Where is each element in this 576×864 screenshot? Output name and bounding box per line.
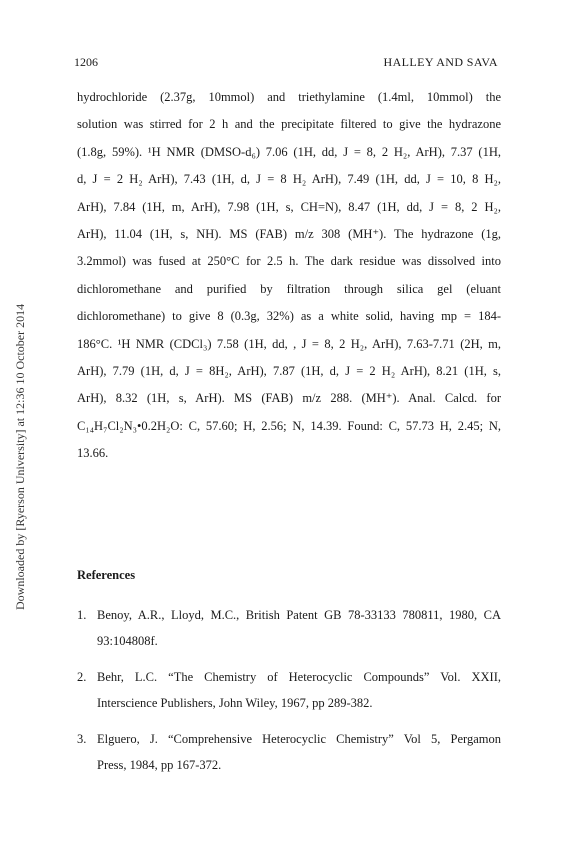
body-line: 186°C. ¹H NMR (CDCl₃) 7.58 (1H, dd, , J = 8, 2 H₂, ArH), 7.63-7.71 (2H, m,: [77, 336, 501, 351]
reference-number: 2.: [77, 670, 87, 684]
body-line: dichloromethane and purified by filtration through silica gel (eluant: [77, 281, 501, 296]
reference-number: 3.: [77, 732, 87, 746]
reference-item: [77, 602, 501, 654]
reference-line: Behr, L.C. “The Chemistry of Heterocyclic Compounds” Vol. XXII,: [97, 670, 501, 684]
reference-line: 93:104808f.: [97, 634, 158, 648]
body-line: ArH), 11.04 (1H, s, NH). MS (FAB) m/z 308 (MH⁺). The hydrazone (1g,: [77, 226, 501, 241]
body-line: ArH), 7.84 (1H, m, ArH), 7.98 (1H, s, CH=N), 8.47 (1H, dd, J = 8, 2 H₂,: [77, 199, 501, 214]
body-line: solution was stirred for 2 h and the precipitate filtered to give the hydrazone: [77, 117, 501, 132]
reference-item: [77, 664, 501, 716]
body-line: 13.66.: [77, 446, 109, 461]
reference-number: 1.: [77, 608, 87, 622]
reference-list: [77, 602, 501, 788]
body-line: d, J = 2 H₂ ArH), 7.43 (1H, d, J = 8 H₂ ArH), 7.49 (1H, dd, J = 10, 8 H₂,: [77, 172, 501, 187]
reference-text: [91, 602, 501, 654]
references-heading: References: [77, 568, 136, 582]
body-text: [77, 84, 501, 467]
body-line: ArH), 7.79 (1H, d, J = 8H₂, ArH), 7.87 (1H, d, J = 2 H₂ ArH), 8.21 (1H, s,: [77, 363, 501, 378]
body-line: ArH), 8.32 (1H, s, ArH). MS (FAB) m/z 288. (MH⁺). Anal. Calcd. for: [77, 391, 501, 406]
body-line: (1.8g, 59%). ¹H NMR (DMSO-d₆) 7.06 (1H, dd, J = 8, 2 H₂, ArH), 7.37 (1H,: [77, 144, 501, 159]
body-line: hydrochloride (2.37g, 10mmol) and triethylamine (1.4ml, 10mmol) the: [77, 90, 501, 104]
body-line: 3.2mmol) was fused at 250°C for 2.5 h. The dark residue was dissolved into: [77, 254, 501, 269]
download-watermark: Downloaded by [Ryerson University] at 12:36 10 October 2014: [13, 303, 27, 610]
reference-text: [91, 664, 501, 716]
reference-line: Interscience Publishers, John Wiley, 1967, pp 289-382.: [97, 696, 373, 710]
reference-item: [77, 726, 501, 778]
reference-line: Benoy, A.R., Lloyd, M.C., British Patent GB 78-33133 780811, 1980, CA: [97, 608, 501, 622]
reference-line: Elguero, J. “Comprehensive Heterocyclic Chemistry” Vol 5, Pergamon: [97, 732, 501, 746]
body-line: dichloromethane) to give 8 (0.3g, 32%) as a white solid, having mp = 184-: [77, 309, 501, 324]
page-number: 1206: [74, 55, 98, 69]
body-line: C₁₄H₇Cl₂N₃•0.2H₂O: C, 57.60; H, 2.56; N, 14.39. Found: C, 57.73 H, 2.45; N,: [77, 418, 501, 433]
reference-line: Press, 1984, pp 167-372.: [97, 758, 222, 772]
running-head: HALLEY AND SAVA: [383, 55, 498, 69]
reference-text: [91, 726, 501, 778]
